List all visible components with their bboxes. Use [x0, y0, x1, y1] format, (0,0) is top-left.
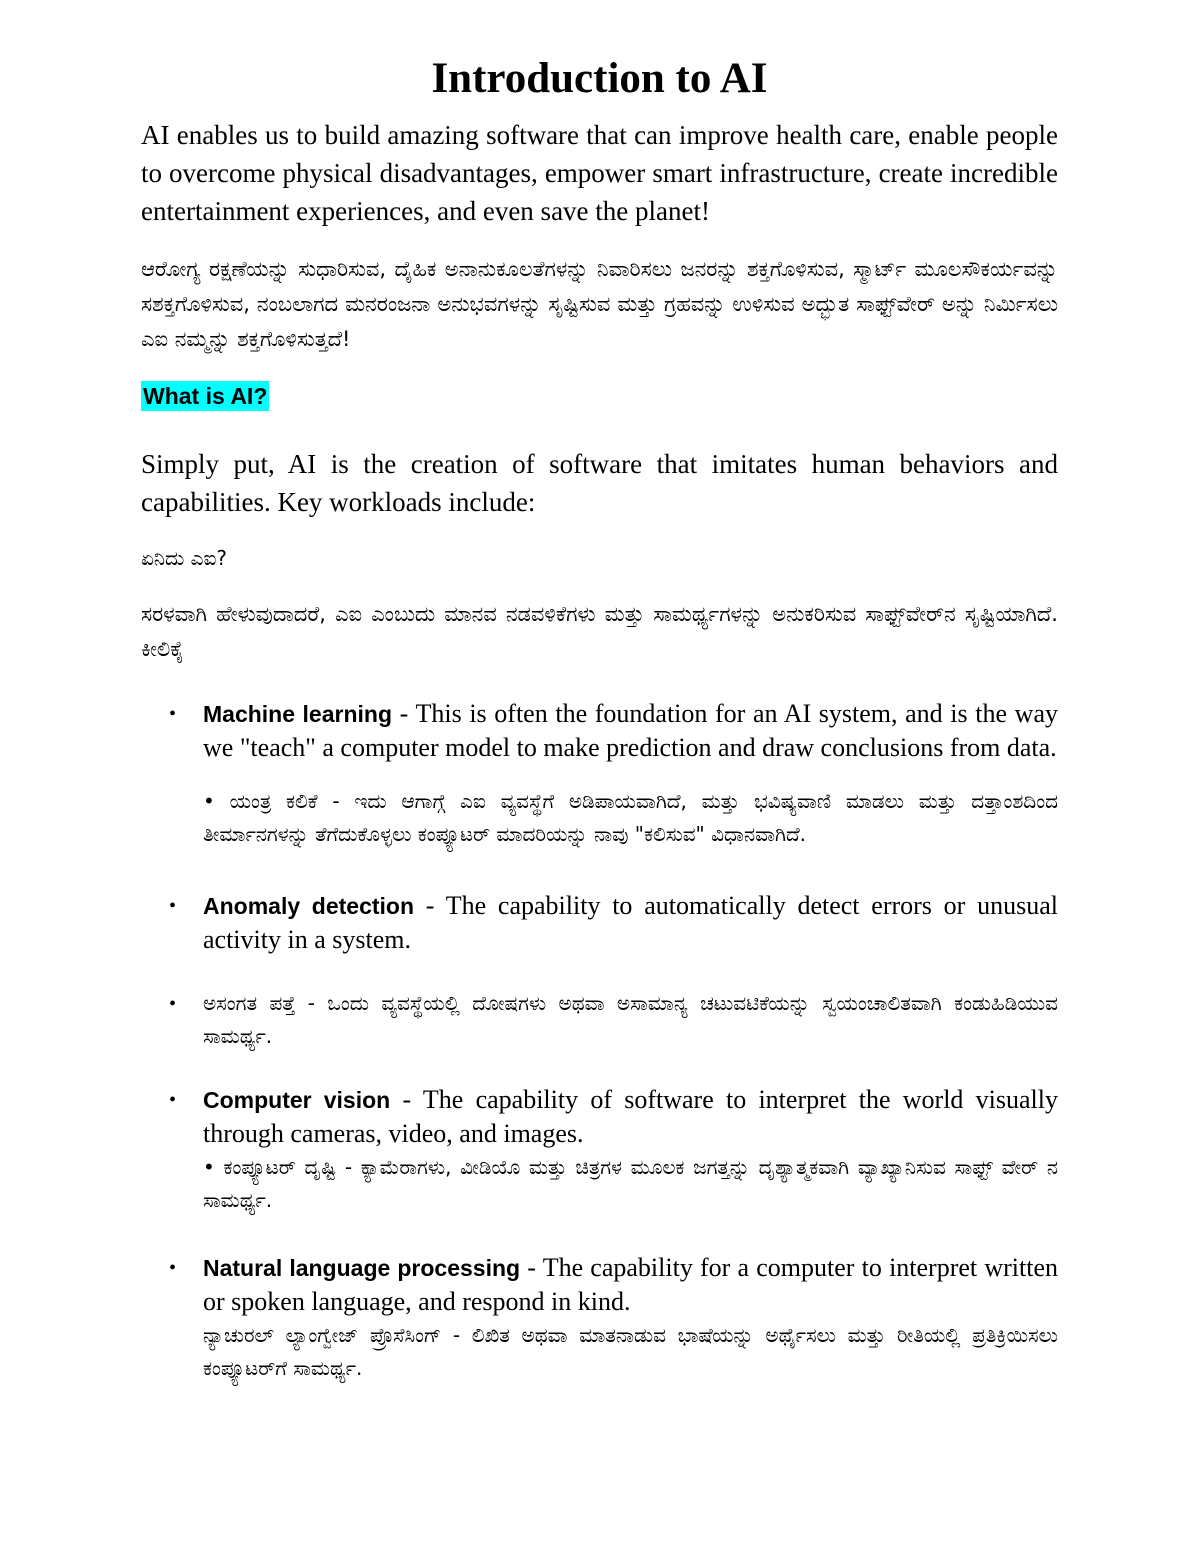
list-item-computer-vision	[141, 1083, 1058, 1217]
highlighted-heading-text: What is AI?	[143, 383, 268, 410]
workload-term: Machine learning	[203, 701, 393, 728]
bullet-icon: •	[169, 895, 177, 918]
list-item-kannada: • ಕಂಪ್ಯೂಟರ್ ದೃಷ್ಟಿ - ಕ್ಯಾಮೆರಾಗಳು, ವೀಡಿಯೊ ಮತ್ತು ಚಿತ್ರಗಳ ಮೂಲಕ ಜಗತ್ತನ್ನು ದೃಶ್ಯಾತ್ಮಕವಾಗಿ ವ್ಯಾಖ್ಯಾನಿಸುವ ಸಾಫ್ಟ್ ವೇರ್ ನ ಸಾಮರ್ಥ್ಯ.	[203, 1155, 1058, 1213]
workload-term: Natural language processing	[203, 1255, 521, 1282]
list-item-kannada: ನ್ಯಾಚುರಲ್ ಲ್ಯಾಂಗ್ವೇಜ್ ಪ್ರೊಸೆಸಿಂಗ್ - ಲಿಖಿತ ಅಥವಾ ಮಾತನಾಡುವ ಭಾಷೆಯನ್ನು ಅರ್ಥೈಸಲು ಮತ್ತು ರೀತಿಯಲ್ಲಿ ಪ್ರತಿಕ್ರಿಯಿಸಲು ಕಂಪ್ಯೂಟರ್‌ಗೆ ಸಾಮರ್ಥ್ಯ.	[203, 1323, 1058, 1381]
document-page	[141, 55, 1058, 1385]
bullet-icon: •	[169, 993, 177, 1016]
bullet-icon: •	[169, 703, 177, 726]
list-item-natural-language-processing	[141, 1251, 1058, 1385]
workload-term: Computer vision	[203, 1087, 391, 1114]
list-item-anomaly-detection	[141, 889, 1058, 957]
list-item-english	[203, 1251, 1058, 1319]
term-separator: -	[520, 1253, 543, 1283]
workloads-list	[141, 697, 1058, 1385]
bullet-icon: •	[169, 1089, 177, 1112]
section-heading-kannada: ಏನಿದು ಎಐ?	[141, 546, 228, 571]
intro-paragraph-kannada: ಆರೋಗ್ಯ ರಕ್ಷಣೆಯನ್ನು ಸುಧಾರಿಸುವ, ದೈಹಿಕ ಅನಾನುಕೂಲತೆಗಳನ್ನು ನಿವಾರಿಸಲು ಜನರನ್ನು ಶಕ್ತಗೊಳಿಸುವ, ಸ್ಮಾರ್ಟ್ ಮೂಲಸೌಕರ್ಯವನ್ನು ಸಶಕ್ತಗೊಳಿಸುವ, ನಂಬಲಾಗದ ಮನರಂಜನಾ ಅನುಭವಗಳನ್ನು ಸೃಷ್ಟಿಸುವ ಮತ್ತು ಗ್ರಹವನ್ನು ಉಳಿಸುವ ಅದ್ಭುತ ಸಾಫ್ಟ್‌ವೇರ್ ಅನ್ನು ನಿರ್ಮಿಸಲು ಎಐ ನಮ್ಮನ್ನು ಶಕ್ತಗೊಳಿಸುತ್ತದೆ!	[141, 257, 1058, 352]
list-item-machine-learning	[141, 697, 1058, 851]
list-item-anomaly-detection-kannada	[141, 987, 1058, 1053]
list-item-kannada: • ಯಂತ್ರ ಕಲಿಕೆ - ಇದು ಆಗಾಗ್ಗೆ ಎಐ ವ್ಯವಸ್ಥೆಗೆ ಅಡಿಪಾಯವಾಗಿದೆ, ಮತ್ತು ಭವಿಷ್ಯವಾಣಿ ಮಾಡಲು ಮತ್ತು ದತ್ತಾಂಶದಿಂದ ತೀರ್ಮಾನಗಳನ್ನು ತೆಗೆದುಕೊಳ್ಳಲು ಕಂಪ್ಯೂಟರ್ ಮಾದರಿಯನ್ನು ನಾವು "ಕಲಿಸುವ" ವಿಧಾನವಾಗಿದೆ.	[203, 789, 1058, 847]
term-separator: -	[390, 1085, 423, 1115]
workload-description: The capability for a computer to interpret written or spoken language, and respond in kind.	[203, 1253, 1058, 1317]
list-item-english	[203, 1083, 1058, 1151]
what-is-ai-paragraph-english: Simply put, AI is the creation of software that imitates human behaviors and capabilities. Key workloads include:	[141, 449, 1058, 518]
workload-description: The capability to automatically detect errors or unusual activity in a system.	[203, 891, 1058, 955]
section-heading	[141, 381, 1058, 415]
bullet-icon: •	[169, 1257, 177, 1280]
workload-description: The capability of software to interpret the world visually through cameras, video, and images.	[203, 1085, 1059, 1149]
intro-paragraph-english: AI enables us to build amazing software that can improve health care, enable people to overcome physical disadvantages, empower smart infrastructure, create incredible entertainment experiences, and even save the planet!	[141, 120, 1058, 227]
term-separator: -	[392, 699, 416, 729]
workload-description: This is often the foundation for an AI system, and is the way we "teach" a computer model to make prediction and draw conclusions from data.	[203, 699, 1058, 763]
term-separator: -	[414, 891, 446, 921]
list-item-english	[203, 889, 1058, 957]
document-title: Introduction to AI	[431, 55, 768, 102]
workload-term: Anomaly detection	[203, 893, 415, 920]
list-item-kannada: ಅಸಂಗತ ಪತ್ತೆ - ಒಂದು ವ್ಯವಸ್ಥೆಯಲ್ಲಿ ದೋಷಗಳು ಅಥವಾ ಅಸಾಮಾನ್ಯ ಚಟುವಟಿಕೆಯನ್ನು ಸ್ವಯಂಚಾಲಿತವಾಗಿ ಕಂಡುಹಿಡಿಯುವ ಸಾಮರ್ಥ್ಯ.	[203, 991, 1058, 1049]
what-is-ai-paragraph-kannada: ಸರಳವಾಗಿ ಹೇಳುವುದಾದರೆ, ಎಐ ಎಂಬುದು ಮಾನವ ನಡವಳಿಕೆಗಳು ಮತ್ತು ಸಾಮರ್ಥ್ಯಗಳನ್ನು ಅನುಕರಿಸುವ ಸಾಫ್ಟ್‌ವೇರ್‌ನ ಸೃಷ್ಟಿಯಾಗಿದೆ. ಕೀಲಿಕೈ	[141, 602, 1058, 662]
list-item-english	[203, 697, 1058, 765]
